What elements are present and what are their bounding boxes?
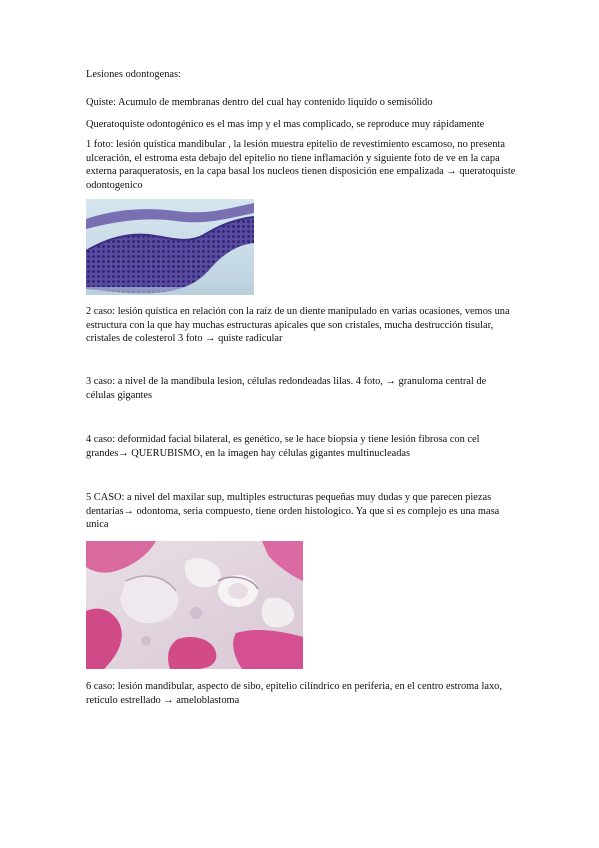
histology-image-keratocyst [86, 199, 254, 295]
case-5-text: 5 CASO: a nivel del maxilar sup, multiples estructuras pequeñas muy dudas y que parecen piezas dentarias→ odontoma, seria compuesto, tiene orden histologico. Ya que si es complejo es una masa unica [86, 492, 500, 530]
quiste-definition: Quiste: Acumulo de membranas dentro del cual hay contenido liquido o semisólido [86, 97, 433, 108]
case-1-text: 1 foto: lesión quística mandibular , la lesión muestra epitelio de revestimiento escamoso, no presenta ulceración, el estroma esta debajo del epitelio no tiene inflamación y siguiente foto de ve en la capa externa paraqueratosis, en la capa basal los nucleos tienen disposición ene empalizada → queratoquiste odontogenico [86, 139, 516, 191]
case-2-text: 2 caso: lesión quística en relación con la raíz de un diente manipulado en varias ocasiones, vemos una estructura con la que hay muchas estructuras apicales que son cristales, mucha destrucción tisular, cristales de colesterol 3 foto → quiste radicular [86, 306, 510, 344]
case-3-text: 3 caso: a nivel de la mandibula lesion, células redondeadas lilas. 4 foto, → granuloma central de células gigantes [86, 376, 487, 401]
case-4-text: 4 caso: deformidad facial bilateral, es genético, se le hace biopsia y tiene lesión fibrosa con cel grandes→ QUERUBISMO, en la imagen hay células gigantes multinucleadas [86, 434, 480, 459]
heading: Lesiones odontogenas: [86, 69, 181, 80]
histology-image-odontoma [86, 541, 303, 669]
case-6-text: 6 caso: lesión mandibular, aspecto de sibo, epitelio cilíndrico en periferia, en el centro estroma laxo, retículo estrellado → ameloblastoma [86, 681, 502, 706]
queratoquiste-note: Queratoquiste odontogénico es el mas imp y el mas complicado, se reproduce muy rápidamente [86, 119, 485, 130]
